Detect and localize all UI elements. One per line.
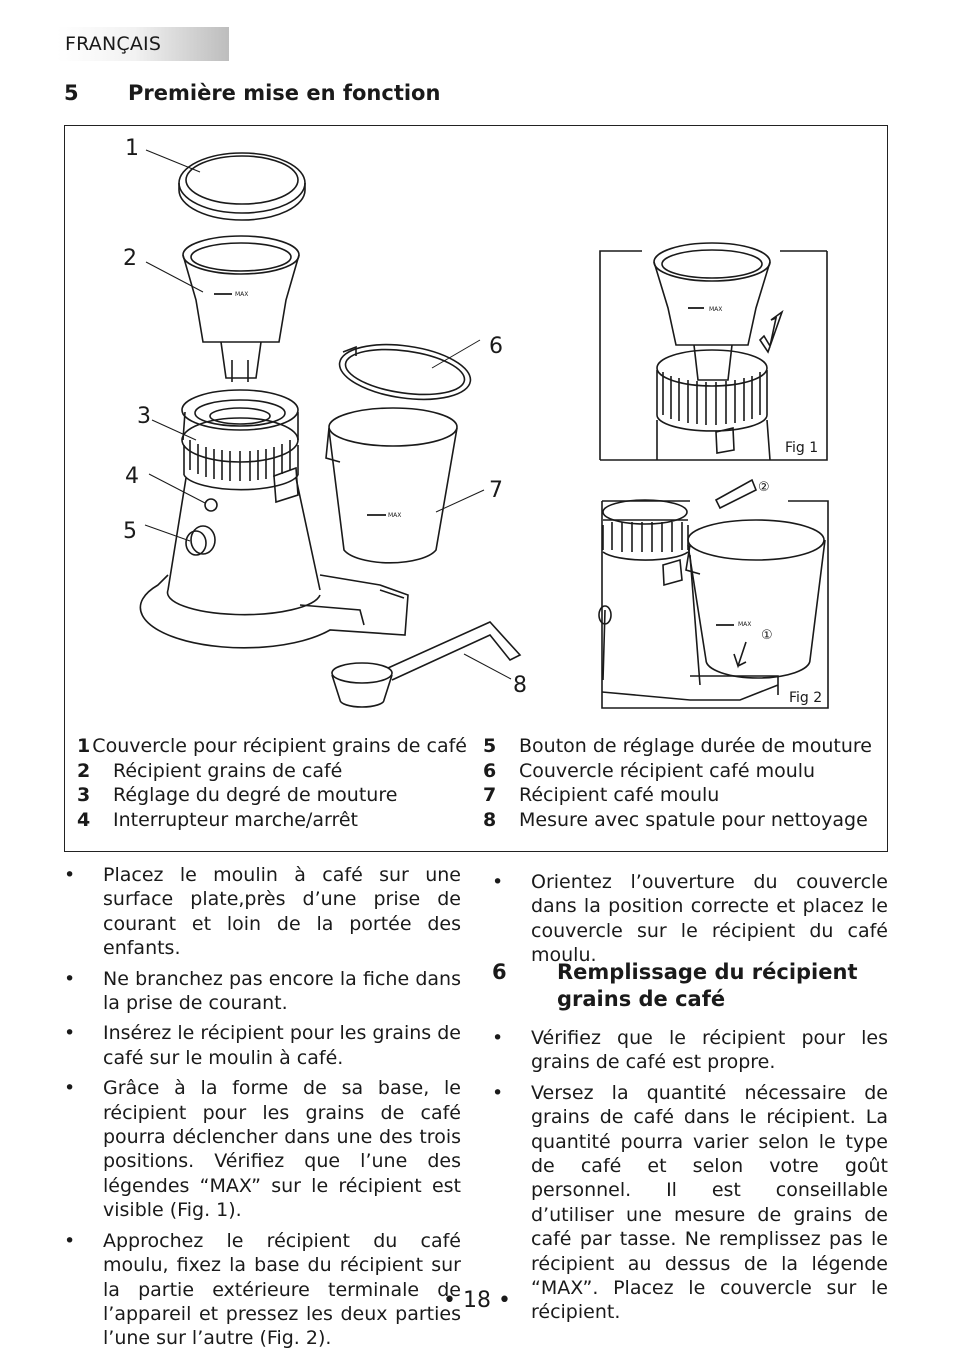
legend-num: 7: [483, 784, 497, 806]
legend-item: [77, 759, 467, 784]
callout-leaders: [145, 150, 511, 679]
bullet-text: Insérez le récipient pour les grains de café sur le moulin à café.: [103, 1022, 461, 1069]
bullet-dot: •: [64, 864, 76, 886]
bullet-dot: •: [64, 967, 76, 990]
legend-text: Couvercle récipient café moulu: [519, 759, 816, 782]
fig2-step-1: ①: [761, 628, 773, 643]
bullet-text: Versez la quantité nécessaire de grains de café dans le récipient. La quantité pourra varier selon le type de café et selon votre goût personnel. Il est conseillable d’utiliser une mesure de grains de café par tasse. Ne remplissez pas le récipient au dessus de la légende “MAX”. Placez le couvercle sur le récipient.: [531, 1081, 888, 1324]
legend-right: [483, 734, 878, 832]
legend-text: Couvercle pour récipient grains de café: [92, 735, 467, 757]
bullet-dot: •: [64, 1229, 76, 1252]
section-6-heading: [492, 958, 888, 1014]
bullet-dot: •: [492, 1081, 504, 1104]
measure-spoon-drawing: [332, 622, 520, 707]
legend-item: [77, 808, 467, 833]
legend-num: 3: [77, 784, 91, 806]
bullet-item: [492, 870, 888, 968]
legend-left: [77, 734, 467, 832]
max-mark-bean: MAX: [235, 291, 249, 298]
callout-8: 8: [513, 673, 527, 698]
bean-lid-drawing: [179, 153, 305, 220]
bullet-dot: •: [492, 871, 504, 893]
fig2-step-2: ②: [758, 480, 770, 495]
bullet-text: Vérifiez que le récipient pour les grains de café est propre.: [531, 1027, 888, 1074]
left-column: [64, 863, 461, 1357]
bullet-text: Approchez le récipient du café moulu, fixez la base du récipient sur la partie extérieure terminale de l’appareil et pressez les deux parties l’une sur l’autre (Fig. 2).: [103, 1229, 461, 1350]
legend-item: [77, 734, 467, 759]
section-title: Première mise en fonction: [128, 81, 441, 105]
bullet-item: [64, 967, 461, 1016]
max-mark-fig1: MAX: [709, 306, 723, 313]
legend-num: 4: [77, 808, 91, 831]
bean-container-drawing: [183, 236, 299, 382]
grinder-body-drawing: [140, 390, 408, 648]
callout-7: 7: [489, 478, 503, 503]
bullet-dot: •: [64, 1022, 76, 1045]
callout-5: 5: [123, 519, 137, 544]
callout-2: 2: [123, 246, 137, 271]
section-title-line-1: Remplissage du récipient: [557, 960, 858, 984]
bullet-text: Orientez l’ouverture du couvercle dans la position correcte et placez le couvercle sur le récipient du café moulu.: [531, 871, 888, 967]
legend-item: [483, 759, 878, 784]
legend-text: Mesure avec spatule pour nettoyage: [519, 808, 868, 831]
section-title-line-2: grains de café: [557, 987, 726, 1011]
legend-num: 8: [483, 808, 497, 831]
legend-text: Interrupteur marche/arrêt: [113, 808, 358, 831]
ground-lid-drawing: [336, 337, 474, 407]
section-number: 5: [64, 81, 79, 105]
fig1-drawing: [600, 243, 827, 460]
fig2-label: Fig 2: [789, 690, 823, 706]
max-mark-fig2: MAX: [738, 621, 752, 628]
bullet-item: [64, 863, 461, 961]
bullet-dot: •: [492, 1027, 504, 1049]
bullet-item: [492, 1026, 888, 1075]
bullet-text: Placez le moulin à café sur une surface plate,près d’une prise de courant et loin de la portée des enfants.: [103, 864, 461, 960]
legend-text: Récipient café moulu: [519, 784, 720, 806]
fig2-drawing: [599, 480, 828, 708]
legend-text: Réglage du degré de mouture: [113, 784, 398, 806]
bullet-dot: •: [64, 1077, 76, 1100]
ground-container-drawing: [326, 408, 457, 563]
legend-item: [77, 783, 467, 808]
legend-num: 5: [483, 735, 497, 757]
bullet-text: Grâce à la forme de sa base, le récipient pour les grains de café pourra déclencher dans une des trois positions. Vérifiez que l’une des légendes “MAX” sur le récipient est visible (Fig. 1).: [103, 1077, 461, 1222]
callout-1: 1: [125, 136, 139, 161]
legend-item: [483, 734, 878, 759]
callout-4: 4: [125, 464, 139, 489]
legend-text: Récipient grains de café: [113, 759, 343, 782]
legend-num: 1: [77, 735, 91, 757]
bullet-text: Ne branchez pas encore la fiche dans la prise de courant.: [103, 967, 461, 1015]
legend-text: Bouton de réglage durée de mouture: [519, 735, 872, 757]
section-number: 6: [492, 960, 507, 984]
fig1-label: Fig 1: [785, 440, 819, 456]
max-mark-ground: MAX: [388, 512, 402, 519]
legend-num: 6: [483, 759, 497, 782]
legend-item: [483, 808, 878, 833]
callout-6: 6: [489, 334, 503, 359]
legend-num: 2: [77, 759, 91, 782]
bullet-item: [64, 1076, 461, 1222]
language-tab: FRANÇAIS: [57, 27, 229, 61]
bullet-item: [64, 1021, 461, 1070]
right-column-bottom: [492, 1026, 888, 1331]
legend-item: [483, 783, 878, 808]
callout-3: 3: [137, 404, 151, 429]
page-number: • 18 •: [443, 1288, 511, 1313]
